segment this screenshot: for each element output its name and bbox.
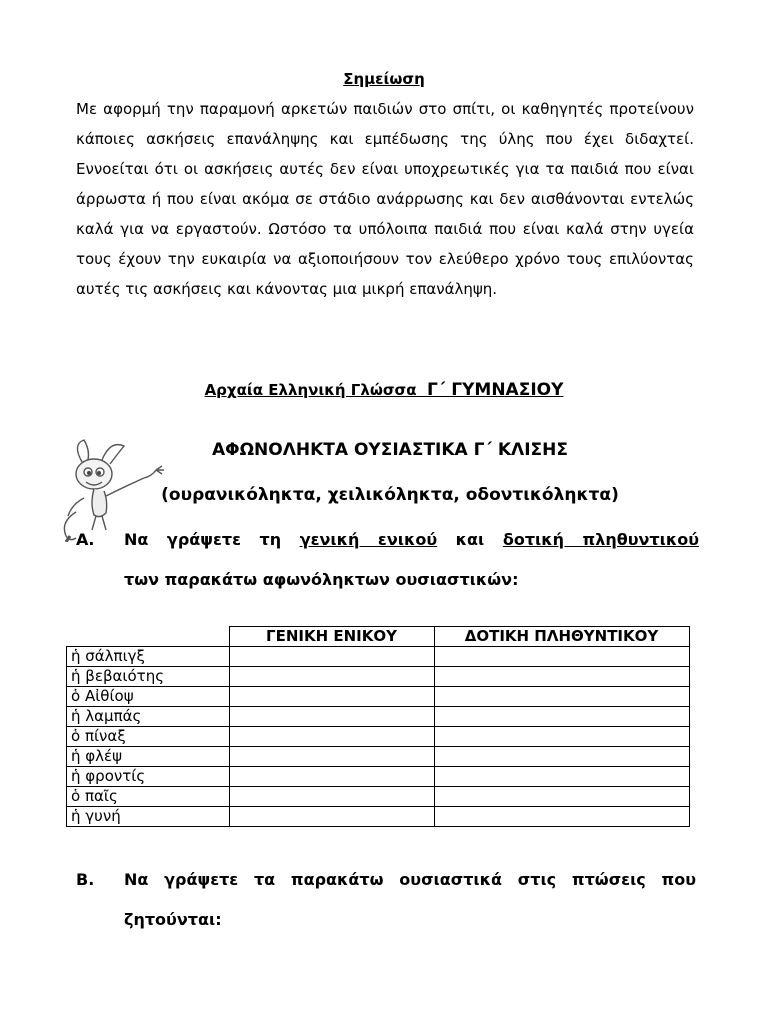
answer-cell[interactable]	[229, 707, 434, 727]
table-row	[67, 727, 690, 747]
table-row	[67, 747, 690, 767]
answer-cell[interactable]	[434, 727, 689, 747]
header-genitive-singular: ΓΕΝΙΚΗ ΕΝΙΚΟΥ	[229, 627, 434, 647]
noun-cell: ἡ λαμπάς	[67, 707, 230, 727]
noun-cell: ὁ παῖς	[67, 787, 230, 807]
exercise-a-underlined-dative: δοτική πληθυντικού	[502, 530, 700, 549]
answer-cell[interactable]	[434, 787, 689, 807]
noun-cell: ἡ σάλπιγξ	[67, 647, 230, 667]
answer-cell[interactable]	[229, 747, 434, 767]
nouns-table	[66, 626, 690, 827]
exercise-a-instruction	[124, 530, 699, 549]
noun-cell: ὁ Αἰθίοψ	[67, 687, 230, 707]
exercise-a-underlined-genitive: γενική ενικού	[299, 530, 438, 549]
noun-cell: ἡ γυνή	[67, 807, 230, 827]
table-row	[67, 667, 690, 687]
table-row	[67, 787, 690, 807]
table-row	[67, 647, 690, 667]
noun-cell: ἡ φροντίς	[67, 767, 230, 787]
subject-line	[0, 380, 768, 400]
table-corner	[67, 627, 230, 647]
exercise-b-instruction-line2: ζητούνται:	[124, 910, 222, 929]
header-dative-plural: ΔΟΤΙΚΗ ΠΛΗΘΥΝΤΙΚΟΥ	[434, 627, 689, 647]
answer-cell[interactable]	[229, 807, 434, 827]
exercise-b-instruction: Να γράψετε τα παρακάτω ουσιαστικά στις πτώσεις που	[124, 870, 696, 889]
table-header-row	[67, 627, 690, 647]
exercise-a-part2: και	[437, 530, 503, 549]
table-row	[67, 687, 690, 707]
answer-cell[interactable]	[434, 807, 689, 827]
table-row	[67, 807, 690, 827]
exercise-b-letter: Β.	[76, 870, 95, 889]
table-row	[67, 767, 690, 787]
note-title: Σημείωση	[343, 70, 425, 88]
section-heading: ΑΦΩΝΟΛΗΚΤΑ ΟΥΣΙΑΣΤΙΚΑ Γ΄ ΚΛΙΣΗΣ	[212, 440, 568, 460]
section-subheading: (ουρανικόληκτα, χειλικόληκτα, οδοντικόληκτα)	[161, 485, 619, 505]
answer-cell[interactable]	[434, 747, 689, 767]
answer-cell[interactable]	[229, 787, 434, 807]
answer-cell[interactable]	[229, 767, 434, 787]
noun-cell: ὁ πίναξ	[67, 727, 230, 747]
answer-cell[interactable]	[434, 767, 689, 787]
answer-cell[interactable]	[229, 667, 434, 687]
answer-cell[interactable]	[434, 707, 689, 727]
exercise-a-letter: Α.	[76, 530, 95, 549]
noun-cell: ἡ φλέψ	[67, 747, 230, 767]
answer-cell[interactable]	[434, 687, 689, 707]
answer-cell[interactable]	[229, 687, 434, 707]
answer-cell[interactable]	[434, 647, 689, 667]
exercise-a-part1: Να γράψετε τη	[124, 530, 300, 549]
subject-name: Αρχαία Ελληνική Γλώσσα	[204, 381, 417, 399]
subject-grade: Γ΄ ΓΥΜΝΑΣΙΟΥ	[427, 380, 564, 400]
noun-cell: ἡ βεβαιότης	[67, 667, 230, 687]
note-body: Με αφορμή την παραμονή αρκετών παιδιών στο σπίτι, οι καθηγητές προτείνουν κάποιες ασκήσεις επανάληψης και εμπέδωσης της ύλης που έχει διδαχτεί. Εννοείται ότι οι ασκήσεις αυτές δεν είναι υποχρεωτικές για τα παιδιά που είναι άρρωστα ή που είναι ακόμα σε στάδιο ανάρρωσης και δεν αισθάνονται εντελώς καλά για να εργαστούν. Ωστόσο τα υπόλοιπα παιδιά που είναι καλά στην υγεία τους έχουν την ευκαιρία να αξιοποιήσουν τον ελεύθερο χρόνο τους επιλύοντας αυτές τις ασκήσεις και κάνοντας μια μικρή επανάληψη.	[76, 100, 694, 298]
answer-cell[interactable]	[229, 727, 434, 747]
exercise-a-instruction-line2: των παρακάτω αφωνόληκτων ουσιαστικών:	[124, 570, 519, 589]
table-row	[67, 707, 690, 727]
answer-cell[interactable]	[229, 647, 434, 667]
answer-cell[interactable]	[434, 667, 689, 687]
